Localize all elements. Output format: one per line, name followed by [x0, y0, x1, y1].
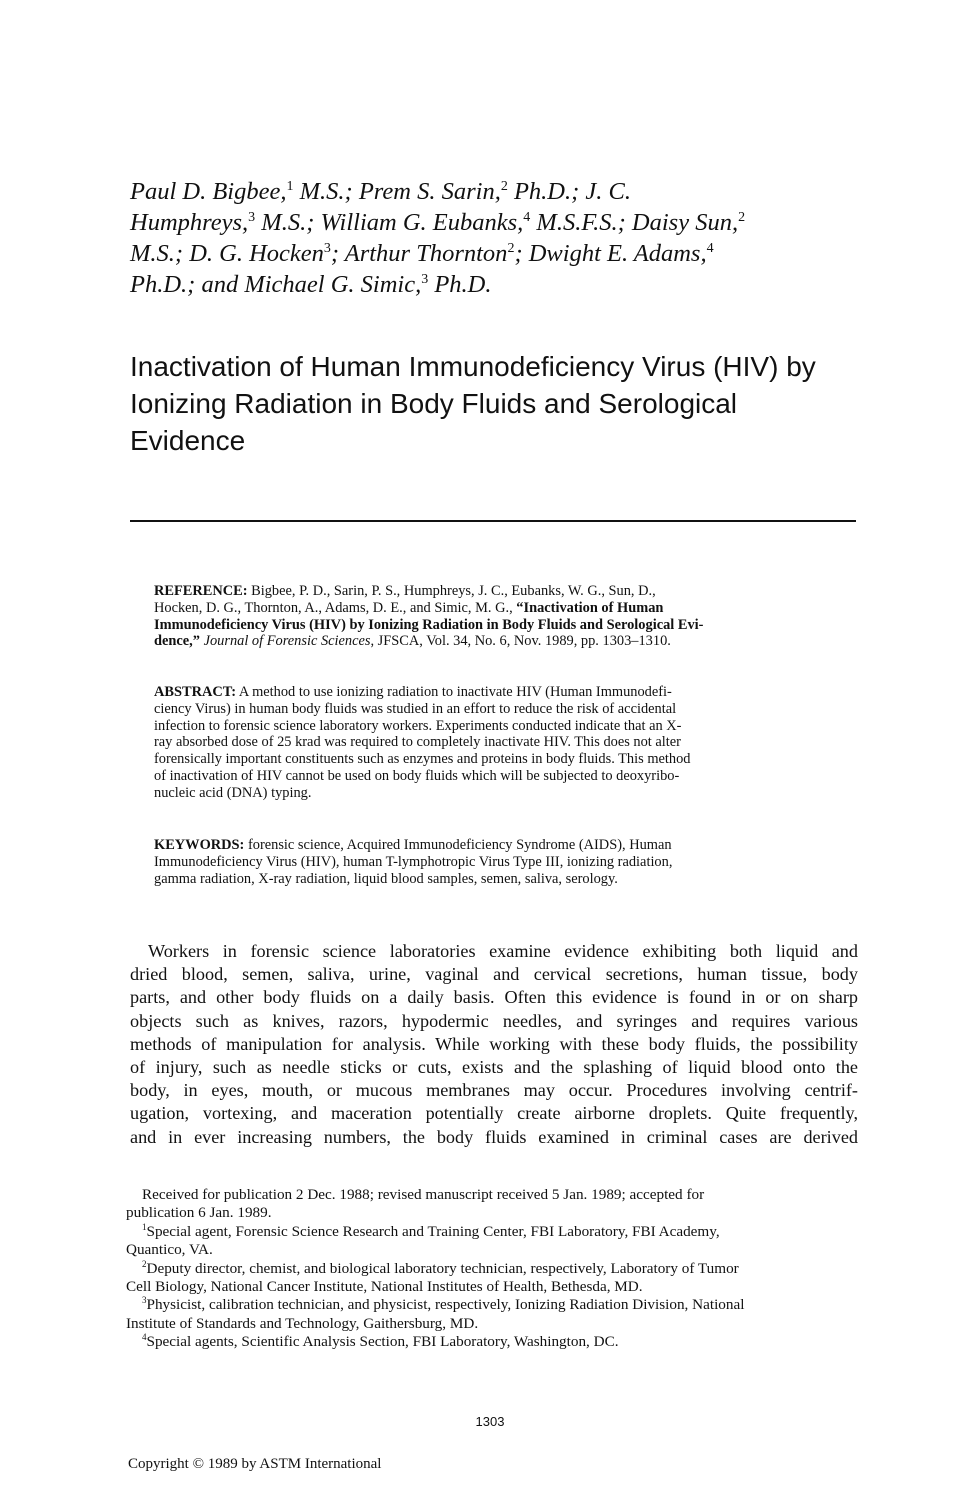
body-line: body, in eyes, mouth, or mucous membranes may occur. Procedures involving centrif- [130, 1080, 858, 1101]
body-line: of injury, such as needle sticks or cuts, exists and the splashing of liquid blood onto the [130, 1057, 858, 1078]
body-text [130, 940, 858, 1149]
title-line: Inactivation of Human Immunodeficiency Virus (HIV) by [130, 351, 816, 382]
received-note: Received for publication 2 Dec. 1988; revised manuscript received 5 Jan. 1989; accepted for [142, 1186, 705, 1203]
copyright-notice: Copyright © 1989 by ASTM International [128, 1456, 382, 1472]
footnote-1: $^1$Special agent, Forensic Science Research and Training Center, FBI Laboratory, FBI Academy, [142, 1221, 720, 1240]
author-line-3: M.S.; D. G. Hocken$^3$; Arthur Thornton$^2$; Dwight E. Adams,$^4$ [130, 240, 714, 267]
footnote-2: $^2$Deputy director, chemist, and biological laboratory technician, respectively, Laboratory of Tumor [142, 1258, 739, 1277]
title-line: Ionizing Radiation in Body Fluids and Serological [130, 388, 738, 419]
body-line: Workers in forensic science laboratories examine evidence exhibiting both liquid and [148, 941, 858, 961]
reference-label: REFERENCE: [154, 583, 248, 599]
abstract-label: ABSTRACT: [154, 684, 237, 700]
footnote-3: $^3$Physicist, calibration technician, and physicist, respectively, Ionizing Radiation Division, National [142, 1295, 745, 1314]
footnote-4: $^4$Special agents, Scientific Analysis Section, FBI Laboratory, Washington, DC. [142, 1332, 619, 1351]
abstract-block: ABSTRACT: A method to use ionizing radiation to inactivate HIV (Human Immunodefi- ciency Virus) in human body fluids was studied in an effort to reduce the risk of accidental infection to forensic science laboratory workers. Experiments conducted indicate that an X- ray absorbed dose of 25 krad was required to completely inactivate HIV. This does not alter forensically important constituents such as enzymes and proteins in body fluids. This method of inactivation of HIV cannot be used on body fluids which will be subjected to deoxyribo- nucleic acid (DNA) typing. [154, 684, 691, 801]
body-line: parts, and other body fluids on a daily basis. Often this evidence is found in or on sharp [130, 987, 858, 1008]
body-line: dried blood, semen, saliva, urine, vaginal and cervical secretions, human tissue, body [130, 964, 858, 985]
author-line-4: Ph.D.; and Michael G. Simic,$^3$ Ph.D. [130, 271, 492, 298]
body-line: objects such as knives, razors, hypodermic needles, and syringes and requires various [130, 1010, 858, 1031]
reference-block: REFERENCE: Bigbee, P. D., Sarin, P. S., Humphreys, J. C., Eubanks, W. G., Sun, D., Hocken, D. G., Thornton, A., Adams, D. E., and Simic, M. G., “Inactivation of Human Immunodeficiency Virus (HIV) by Ionizing Radiation in Body Fluids and Serological Evi- dence,” Journal of Forensic Sciences, JFSCA, Vol. 34, No. 6, Nov. 1989, pp. 1303–1310. [154, 583, 704, 650]
author-line-2: Humphreys,$^3$ M.S.; William G. Eubanks,$^4$ M.S.F.S.; Daisy Sun,$^2$ [130, 209, 746, 236]
keywords-block: KEYWORDS: forensic science, Acquired Immunodeficiency Syndrome (AIDS), Human Immunodeficiency Virus (HIV), human T-lymphotropic Virus Type III, ionizing radiation, gamma radiation, X-ray radiation, liquid blood samples, semen, saliva, serology. [154, 837, 673, 887]
body-line: and in ever increasing numbers, the body fluids examined in criminal cases are derived [130, 1126, 858, 1147]
footnotes: Received for publication 2 Dec. 1988; revised manuscript received 5 Jan. 1989; accepted for publication 6 Jan. 1989. $^1$Special agent, Forensic Science Research and Training Center, FBI Laboratory, FBI Academy, Quantico, VA. $^2$Deputy director, chemist, and biological laboratory technician, respectively, Laboratory of Tumor Cell Biology, National Cancer Institute, National Institutes of Health, Bethesda, MD. $^3$Physicist, calibration technician, and physicist, respectively, Ionizing Radiation Division, National Institute of Standards and Technology, Gaithersburg, MD. $^4$Special agents, Scientific Analysis Section, FBI Laboratory, Washington, DC. [126, 1186, 856, 1352]
paper-title [130, 348, 890, 459]
title-divider [130, 520, 856, 522]
body-line: ugation, vortexing, and maceration potentially create airborne droplets. Quite frequently, [130, 1103, 858, 1124]
body-line: methods of manipulation for analysis. While working with these body fluids, the possibility [130, 1033, 858, 1054]
page-number: 1303 [475, 1414, 505, 1429]
journal-name: Journal of Forensic Sciences [199, 633, 371, 650]
title-line: Evidence [130, 425, 246, 456]
author-line-1: Paul D. Bigbee,$^1$ M.S.; Prem S. Sarin,$^2$ Ph.D.; J. C. [130, 178, 631, 205]
author-list [130, 176, 870, 300]
keywords-label: KEYWORDS: [154, 837, 245, 853]
